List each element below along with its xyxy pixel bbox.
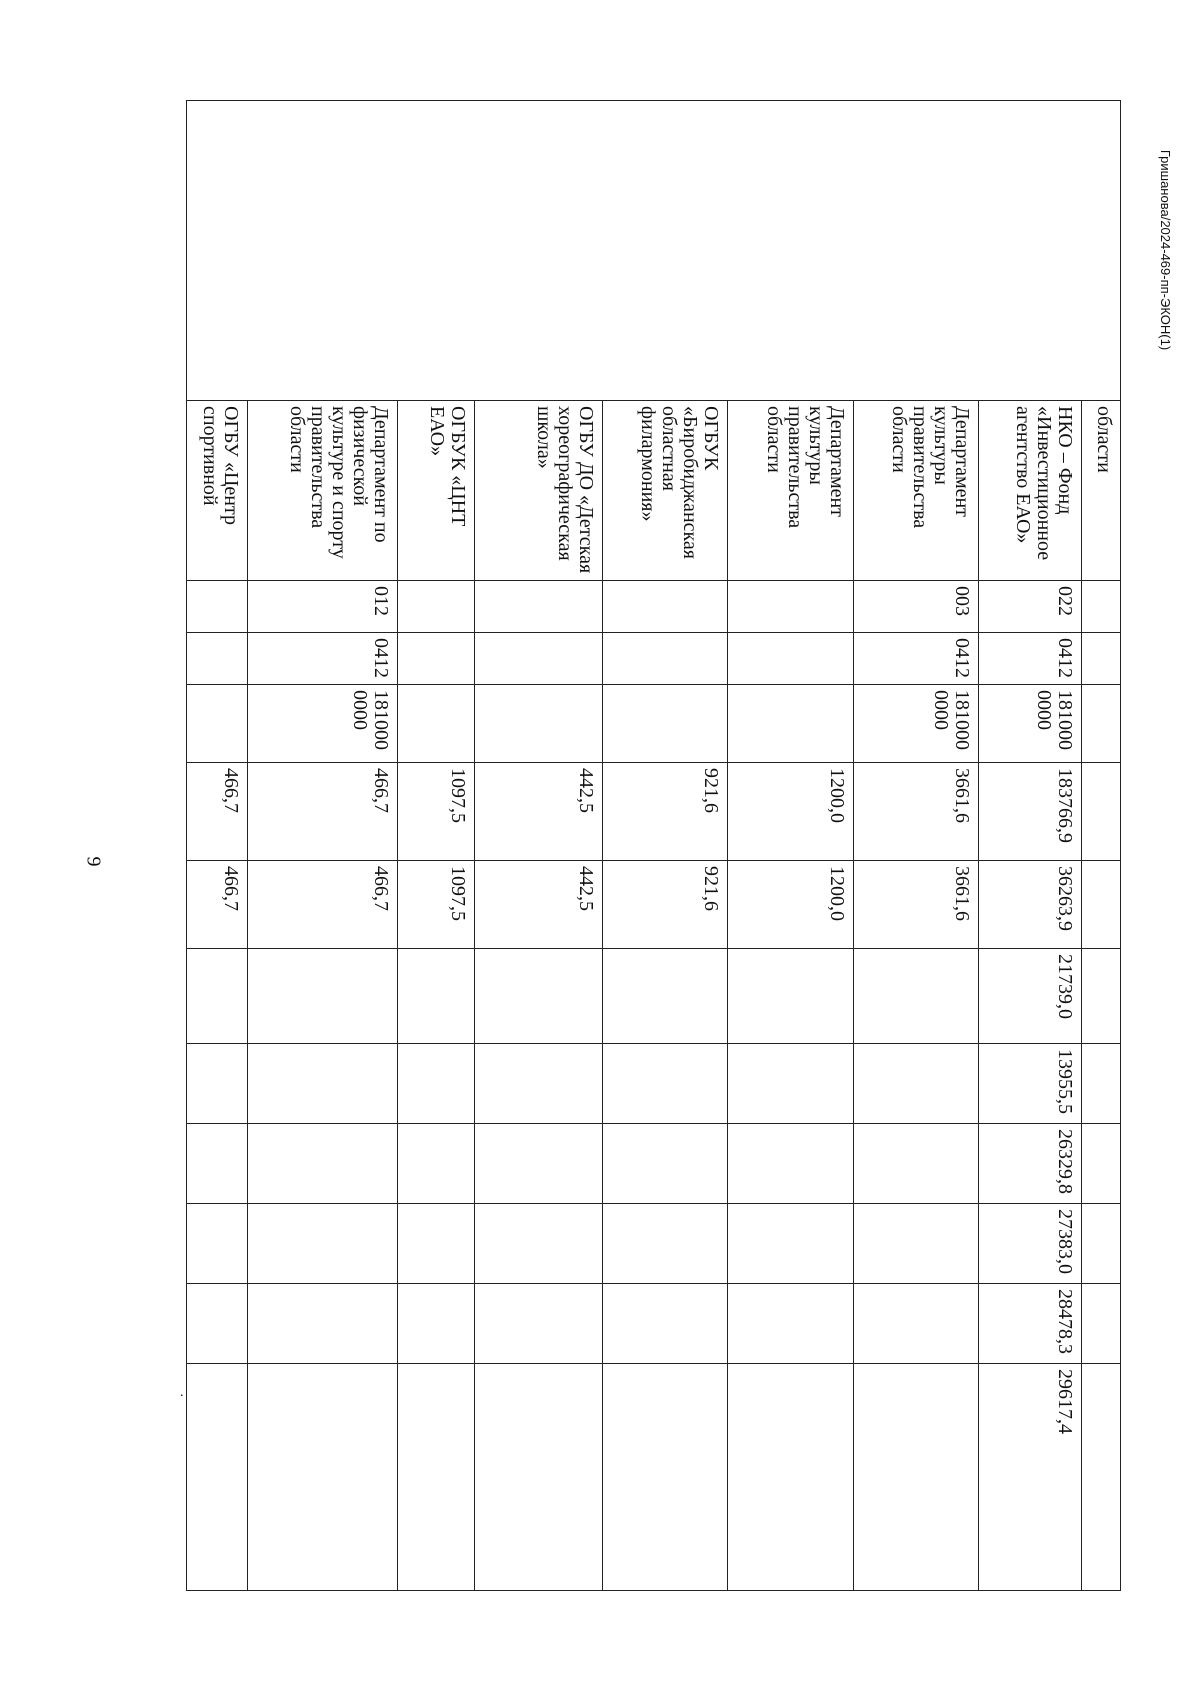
section-code-cell xyxy=(187,633,249,685)
org-cell: НКО – Фонд «Инвестиционное агентство ЕАО» xyxy=(979,401,1082,581)
year7-cell xyxy=(854,1364,979,1591)
year6-cell xyxy=(248,1284,398,1364)
org-cell: ОГБУ ДО «Детская хореографическая школа» xyxy=(475,401,602,581)
year6-cell: 28478,3 xyxy=(979,1284,1082,1364)
year1-cell xyxy=(1081,861,1120,949)
year5-cell xyxy=(727,1204,853,1284)
year7-cell: 29617,4 xyxy=(979,1364,1082,1591)
year7-cell xyxy=(602,1364,727,1591)
table-row xyxy=(1081,101,1120,1591)
total-cell: 183766,9 xyxy=(979,763,1082,861)
year3-cell xyxy=(187,1044,249,1124)
year4-cell xyxy=(398,1124,475,1204)
year6-cell xyxy=(398,1284,475,1364)
target-item-cell xyxy=(602,685,727,763)
year3-cell xyxy=(475,1044,602,1124)
year1-cell: 921,6 xyxy=(602,861,727,949)
year7-cell xyxy=(248,1364,398,1591)
year6-cell xyxy=(1081,1284,1120,1364)
year4-cell xyxy=(187,1124,249,1204)
year7-cell xyxy=(727,1364,853,1591)
stray-mark: . xyxy=(180,1385,184,1400)
footer-document-code: Гришанова/2024-469-пп-ЭКОН(1) xyxy=(1158,149,1173,351)
section-code-cell xyxy=(602,633,727,685)
total-cell: 442,5 xyxy=(475,763,602,861)
section-code-cell xyxy=(475,633,602,685)
target-item-cell: 181000 0000 xyxy=(854,685,979,763)
year7-cell xyxy=(398,1364,475,1591)
year6-cell xyxy=(187,1284,249,1364)
org-cell: ОГБУ «Центр спортивной xyxy=(187,401,249,581)
year2-cell xyxy=(398,949,475,1044)
year5-cell xyxy=(1081,1204,1120,1284)
total-cell: 466,7 xyxy=(187,763,249,861)
year5-cell: 27383,0 xyxy=(979,1204,1082,1284)
year5-cell xyxy=(187,1204,249,1284)
year4-cell xyxy=(854,1124,979,1204)
year2-cell xyxy=(1081,949,1120,1044)
year6-cell xyxy=(602,1284,727,1364)
year3-cell xyxy=(854,1044,979,1124)
total-cell xyxy=(1081,763,1120,861)
year3-cell xyxy=(602,1044,727,1124)
merged-left-cell xyxy=(187,101,1121,401)
section-code-cell xyxy=(398,633,475,685)
total-cell: 3661,6 xyxy=(854,763,979,861)
year4-cell: 26329,8 xyxy=(979,1124,1082,1204)
year2-cell xyxy=(475,949,602,1044)
year1-cell: 36263,9 xyxy=(979,861,1082,949)
target-item-cell: 181000 0000 xyxy=(979,685,1082,763)
target-item-cell xyxy=(475,685,602,763)
year7-cell xyxy=(1081,1364,1120,1591)
budget-table-wrapper xyxy=(186,100,1121,1590)
grbs-code-cell xyxy=(1081,581,1120,633)
year3-cell: 13955,5 xyxy=(979,1044,1082,1124)
year7-cell xyxy=(187,1364,249,1591)
year2-cell xyxy=(248,949,398,1044)
table-body xyxy=(187,101,1121,1591)
page-number: 9 xyxy=(82,856,105,867)
grbs-code-cell: 003 xyxy=(854,581,979,633)
budget-table xyxy=(186,100,1121,1591)
year1-cell: 442,5 xyxy=(475,861,602,949)
year1-cell: 466,7 xyxy=(248,861,398,949)
year1-cell: 466,7 xyxy=(187,861,249,949)
section-code-cell: 0412 xyxy=(979,633,1082,685)
year5-cell xyxy=(475,1204,602,1284)
year1-cell: 1200,0 xyxy=(727,861,853,949)
year2-cell xyxy=(727,949,853,1044)
org-cell: ОГБУК «ЦНТ ЕАО» xyxy=(398,401,475,581)
grbs-code-cell xyxy=(727,581,853,633)
total-cell: 1200,0 xyxy=(727,763,853,861)
org-cell: области xyxy=(1081,401,1120,581)
target-item-cell xyxy=(398,685,475,763)
year4-cell xyxy=(475,1124,602,1204)
target-item-cell xyxy=(187,685,249,763)
total-cell: 1097,5 xyxy=(398,763,475,861)
target-item-cell xyxy=(727,685,853,763)
section-code-cell xyxy=(727,633,853,685)
year4-cell xyxy=(1081,1124,1120,1204)
year3-cell xyxy=(1081,1044,1120,1124)
target-item-cell xyxy=(1081,685,1120,763)
year6-cell xyxy=(475,1284,602,1364)
grbs-code-cell: 012 xyxy=(248,581,398,633)
grbs-code-cell xyxy=(475,581,602,633)
year3-cell xyxy=(398,1044,475,1124)
org-cell: Департамент по физической культуре и спорту правительства области xyxy=(248,401,398,581)
total-cell: 466,7 xyxy=(248,763,398,861)
year6-cell xyxy=(727,1284,853,1364)
year2-cell xyxy=(602,949,727,1044)
year5-cell xyxy=(602,1204,727,1284)
grbs-code-cell: 022 xyxy=(979,581,1082,633)
year5-cell xyxy=(854,1204,979,1284)
year7-cell xyxy=(475,1364,602,1591)
year4-cell xyxy=(602,1124,727,1204)
year6-cell xyxy=(854,1284,979,1364)
year2-cell: 21739,0 xyxy=(979,949,1082,1044)
year3-cell xyxy=(248,1044,398,1124)
target-item-cell: 181000 0000 xyxy=(248,685,398,763)
total-cell: 921,6 xyxy=(602,763,727,861)
year1-cell: 1097,5 xyxy=(398,861,475,949)
year2-cell xyxy=(187,949,249,1044)
section-code-cell: 0412 xyxy=(854,633,979,685)
grbs-code-cell xyxy=(398,581,475,633)
org-cell: Департамент культуры правительства области xyxy=(727,401,853,581)
year4-cell xyxy=(248,1124,398,1204)
org-cell: Департамент культуры правительства области xyxy=(854,401,979,581)
org-cell: ОГБУК «Биробиджанская областная филармония» xyxy=(602,401,727,581)
section-code-cell xyxy=(1081,633,1120,685)
year5-cell xyxy=(398,1204,475,1284)
year4-cell xyxy=(727,1124,853,1204)
grbs-code-cell xyxy=(602,581,727,633)
year3-cell xyxy=(727,1044,853,1124)
grbs-code-cell xyxy=(187,581,249,633)
section-code-cell: 0412 xyxy=(248,633,398,685)
year1-cell: 3661,6 xyxy=(854,861,979,949)
year2-cell xyxy=(854,949,979,1044)
year5-cell xyxy=(248,1204,398,1284)
